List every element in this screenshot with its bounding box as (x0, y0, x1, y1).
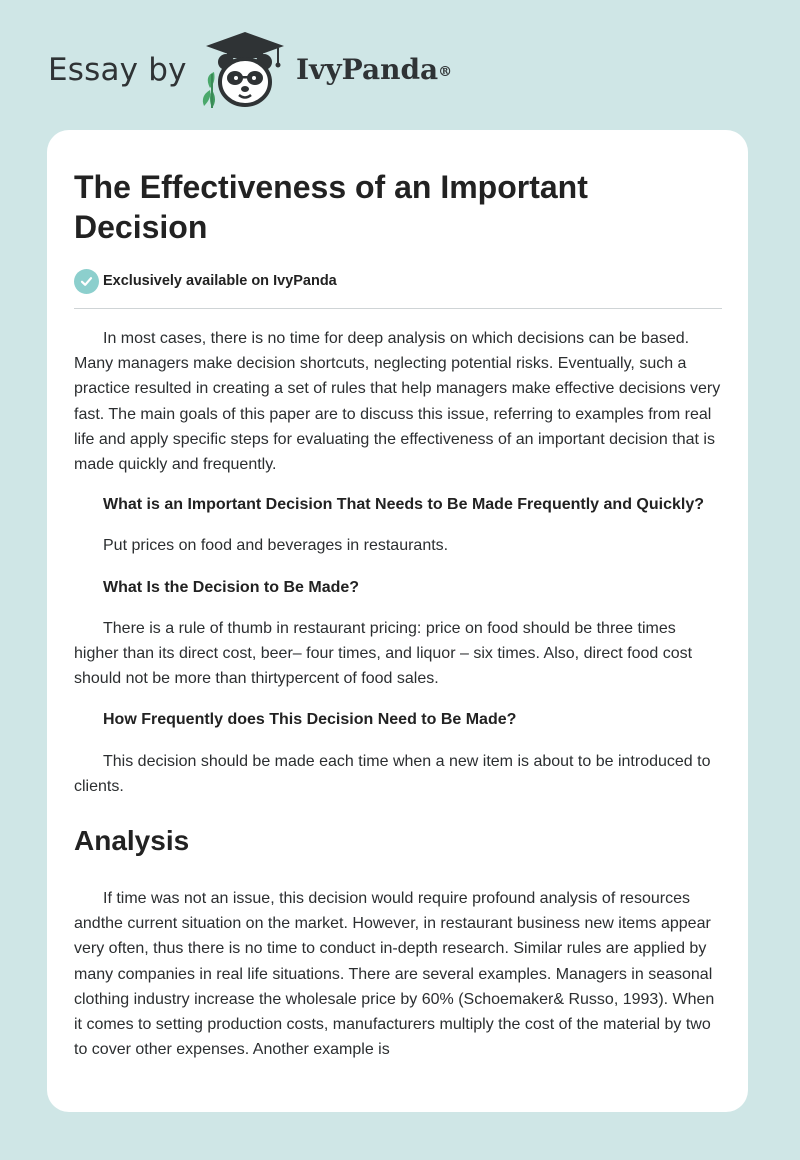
article-body (74, 326, 722, 1062)
body-paragraph: Put prices on food and beverages in restaurants. (103, 537, 449, 555)
brand-name (296, 52, 452, 88)
question-heading: How Frequently does This Decision Need to Be Made? (103, 711, 517, 729)
article-content (74, 130, 722, 1062)
analysis-paragraph: If time was not an issue, this decision would require profound analysis of resources andthe current situation on the market. However, in restaurant business new items appear very often, thus there is no time to conduct in-depth research. Similar rules are applied by many companies in real life situations. There are several examples. Managers in seasonal clothing industry increase the wholesale price by 60% (Schoemaker& Russo, 1993). When it comes to setting production costs, manufacturers multiply the cost of the material by two to cover other expenses. Another example is (74, 890, 715, 1059)
question-heading: What is an Important Decision That Needs to Be Made Frequently and Quickly? (103, 496, 704, 514)
intro-paragraph: In most cases, there is no time for deep analysis on which decisions can be based. Many managers make decision shortcuts, neglecting potential risks. Eventually, such a practice resulted in creating a set of rules that help managers make effective decisions very fast. The main goals of this paper are to discuss this issue, referring to examples from real life and apply specific steps for evaluating the effectiveness of an important decision that is made quickly and frequently. (74, 330, 721, 474)
exclusive-badge (74, 267, 722, 295)
article-card (47, 130, 748, 1112)
body-paragraph: This decision should be made each time when a new item is about to be introduced to clients. (74, 752, 711, 795)
registered-mark: ® (438, 64, 453, 80)
brand-name-text: IvyPanda (296, 53, 439, 86)
article-title: The Effectiveness of an Important Decision (74, 169, 588, 245)
title-divider (74, 308, 722, 309)
check-circle-icon (74, 269, 99, 294)
brand-prefix: Essay by (48, 52, 187, 88)
section-heading-analysis: Analysis (74, 825, 190, 857)
exclusive-badge-text: Exclusively available on IvyPanda (103, 273, 337, 289)
question-heading: What Is the Decision to Be Made? (103, 578, 360, 596)
body-paragraph: There is a rule of thumb in restaurant pricing: price on food should be three times higher than its direct cost, beer– four times, and liquor – six times. Also, direct food cost should not be more than thirtypercent of food sales. (74, 619, 693, 688)
site-header (0, 0, 800, 130)
panda-mascot-logo-icon (198, 30, 294, 110)
